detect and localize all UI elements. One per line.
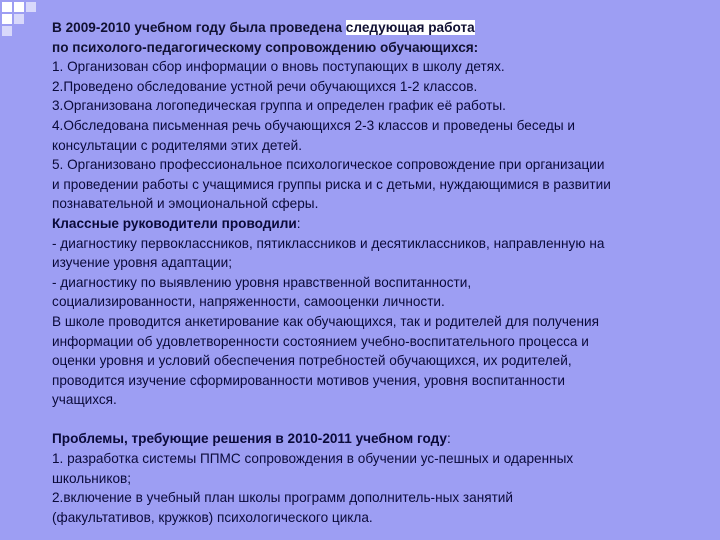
list-item: и проведении работы с учащимися группы риска и с детьми, нуждающимися в развитии: [52, 176, 611, 192]
title-prefix: В 2009-2010 учебном году была проведена: [52, 20, 346, 35]
problems-line: (факультативов, кружков) психологического цикла.: [52, 509, 373, 525]
list-item: консультации с родителями этих детей.: [52, 137, 302, 153]
list-item: 2.Проведено обследование устной речи обучающихся 1-2 классов.: [52, 78, 478, 94]
title-line-2: по психолого-педагогическому сопровождению обучающихся:: [52, 39, 479, 55]
decor-square: [26, 2, 36, 12]
problems-heading: [52, 429, 714, 449]
decor-square: [2, 14, 12, 24]
decor-square: [14, 2, 24, 12]
class-teachers-line: изучение уровня адаптации;: [52, 255, 232, 271]
class-teachers-line: - диагностику по выявлению уровня нравственной воспитанности,: [52, 274, 472, 290]
class-teachers-heading-colon: :: [296, 215, 301, 231]
problems-line: 2.включение в учебный план школы программ дополнитель-ных занятий: [52, 490, 513, 506]
list-item: 3.Организована логопедическая группа и определен график её работы.: [52, 98, 506, 114]
problems-line: школьников;: [52, 470, 132, 486]
decor-square: [2, 26, 12, 36]
title-line-1: [52, 18, 714, 38]
class-teachers-heading-text: Классные руководители проводили: [52, 215, 297, 231]
problems-line: 1. разработка системы ППМС сопровождения в обучении ус-пешных и одаренных: [52, 451, 574, 467]
class-teachers-heading: [52, 214, 714, 234]
class-teachers-line: - диагностику первоклассников, пятиклассников и десятиклассников, направленную на: [52, 235, 605, 251]
survey-line: В школе проводится анкетирование как обучающихся, так и родителей для получения: [52, 313, 599, 329]
decor-square: [14, 14, 24, 24]
problems-heading-text: Проблемы, требующие решения в 2010-2011 учебном году: [52, 431, 447, 447]
survey-line: проводится изучение сформированности мотивов учения, уровня воспитанности: [52, 372, 565, 388]
list-item: 4.Обследована письменная речь обучающихся 2-3 классов и проведены беседы и: [52, 117, 575, 133]
list-item: 1. Организован сбор информации о вновь поступающих в школу детях.: [52, 59, 505, 75]
corner-squares-decoration: [0, 0, 48, 48]
list-item: познавательной и эмоциональной сферы.: [52, 196, 319, 212]
problems-heading-colon: :: [446, 431, 451, 447]
decor-square: [2, 2, 12, 12]
survey-line: оценки уровня и условий обеспечения потребностей обучающихся, их родителей,: [52, 353, 572, 369]
spacer: [52, 410, 714, 430]
survey-line: учащихся.: [52, 392, 117, 408]
survey-line: информации об удовлетворенности состоянием учебно-воспитательного процесса и: [52, 333, 589, 349]
slide-text-body: [52, 18, 714, 527]
title-highlight: следующая работа: [345, 20, 475, 35]
list-item: 5. Организовано профессиональное психологическое сопровождение при организации: [52, 157, 605, 173]
class-teachers-line: социализированности, напряженности, самооценки личности.: [52, 294, 445, 310]
